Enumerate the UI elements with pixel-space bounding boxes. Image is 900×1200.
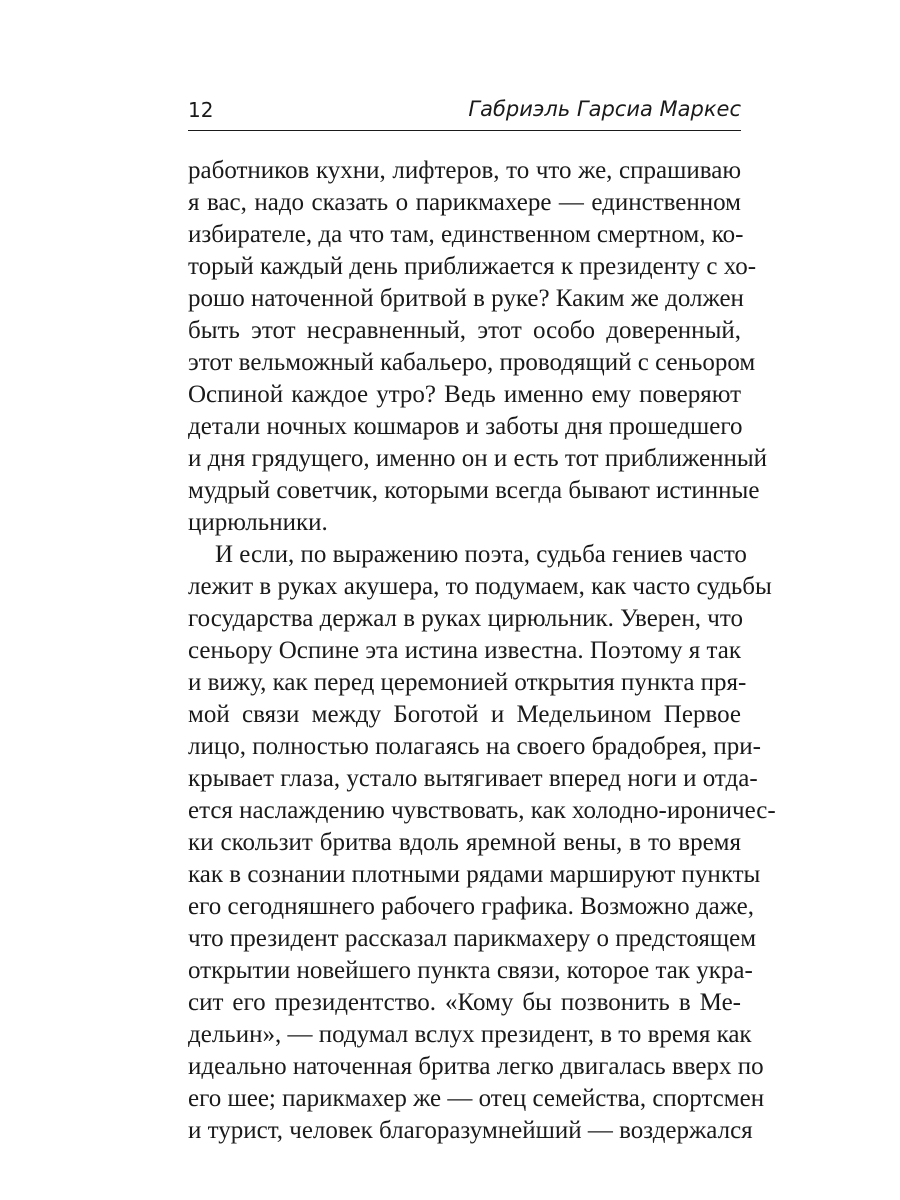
page-number: 12 (188, 98, 214, 122)
text-line: дельин», — подумал вслух президент, в то время как (188, 1021, 752, 1048)
text-line: Оспиной каждое утро? Ведь именно ему поверяют (188, 381, 741, 408)
text-line: и вижу, как перед церемонией открытия пункта пря- (188, 669, 747, 696)
text-line: идеально наточенная бритва легко двигалась вверх по (188, 1053, 764, 1080)
text-line: рошо наточенной бритвой в руке? Каким же должен (188, 285, 744, 312)
text-line: государства держал в руках цирюльник. Уверен, что (188, 605, 743, 632)
text-line: лежит в руках акушера, то подумаем, как часто судьбы (188, 573, 772, 600)
text-line: ки скользит бритва вдоль яремной вены, в то время (188, 829, 741, 856)
body-text (188, 155, 776, 1147)
paragraph-1 (188, 155, 768, 539)
text-line: мудрый советчик, которыми всегда бывают истинные (188, 477, 760, 504)
text-line: торый каждый день приближается к президенту с хо- (188, 253, 757, 280)
text-line: как в сознании плотными рядами маршируют пункты (188, 861, 761, 888)
running-head (188, 96, 741, 131)
text-line: сит его президентство. «Кому бы позвонить в Ме- (188, 989, 741, 1016)
text-line: избирателе, да что там, единственном смертном, ко- (188, 221, 744, 248)
text-line: цирюльники. (188, 509, 328, 536)
text-line: крывает глаза, устало вытягивает вперед ноги и отда- (188, 765, 758, 792)
text-line: я вас, надо сказать о парикмахере — единственном (188, 189, 741, 216)
text-line: работников кухни, лифтеров, то что же, спрашиваю (188, 157, 741, 184)
text-line: его сегодняшнего рабочего графика. Возможно даже, (188, 893, 755, 920)
text-line: и дня грядущего, именно он и есть тот приближенный (188, 445, 768, 472)
text-line: детали ночных кошмаров и заботы дня прошедшего (188, 413, 743, 440)
text-line: сеньору Оспине эта истина известна. Поэтому я так (188, 637, 741, 664)
text-line: ется наслаждению чувствовать, как холодно-ироничес- (188, 797, 776, 824)
text-line: его шее; парикмахер же — отец семейства, спортсмен (188, 1085, 765, 1112)
book-author: Габриэль Гарсиа Маркес (468, 97, 741, 121)
text-line: открытии новейшего пункта связи, которое так укра- (188, 957, 753, 984)
text-line: быть этот несравненный, этот особо доверенный, (188, 317, 741, 344)
text-line: мой связи между Боготой и Медельином Первое (188, 701, 741, 728)
text-line: что президент рассказал парикмахеру о предстоящем (188, 925, 757, 952)
text-line: и турист, человек благоразумнейший — воздержался (188, 1117, 753, 1144)
paragraph-2 (188, 539, 776, 1147)
text-line: лицо, полностью полагаясь на своего брадобрея, при- (188, 733, 761, 760)
text-line: И если, по выражению поэта, судьба гениев часто (215, 541, 747, 568)
text-line: этот вельможный кабальеро, проводящий с сеньором (188, 349, 756, 376)
